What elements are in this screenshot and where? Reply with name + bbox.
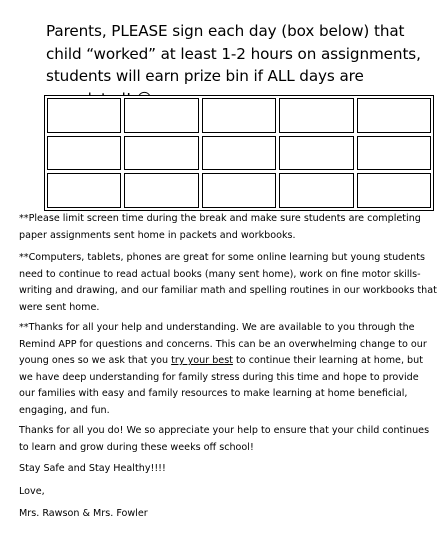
signature-box[interactable] [357,136,431,171]
thanks-note [19,320,437,419]
teacher-signature: Mrs. Rawson & Mrs. Fowler [19,508,148,519]
parent-instruction-heading: Parents, PLEASE sign each day (box below) that child “worked” at least 1-2 hours on assignments, students will earn prize bin if ALL days are [46,22,421,85]
thanks-note-text-end: to continue their learning at home, but we have deep understanding for family stress during this time and hope to provide our families with easy and family resources to make learning at home beneficial, engaging, and fun. [19,355,423,416]
signature-box[interactable] [47,173,121,208]
signature-box[interactable] [279,136,353,171]
signature-box[interactable] [202,98,276,133]
signature-box[interactable] [202,136,276,171]
thanks-note-text: **Thanks for all your help and understanding. We are available to you through the Remind APP for questions and concerns. This can be an overwhelming change to our young ones so we ask that you [19,322,427,366]
signature-box[interactable] [357,98,431,133]
signature-box[interactable] [124,98,198,133]
signature-box[interactable] [279,173,353,208]
signature-box[interactable] [357,173,431,208]
closing-love: Love, [19,486,45,497]
signature-box[interactable] [124,173,198,208]
stay-safe-line: Stay Safe and Stay Healthy!!!! [19,463,166,474]
signature-box[interactable] [124,136,198,171]
signature-box[interactable] [47,98,121,133]
appreciation-note: Thanks for all you do! We so appreciate your help to ensure that your child continues to learn and grow during these weeks off school! [19,425,430,453]
devices-note: **Computers, tablets, phones are great for some online learning but young students need to continue to read actual books (many sent home), work on fine motor skills- writing and drawing, and our familiar math and spelling routines in our workbooks that were sent home. [19,252,437,313]
signature-box[interactable] [202,173,276,208]
screen-time-note: **Please limit screen time during the break and make sure students are completing paper assignments sent home in packets and workbooks. [19,213,421,241]
signature-grid [44,95,434,211]
signature-box[interactable] [47,136,121,171]
try-your-best-emphasis: try your best [171,355,233,366]
signature-box[interactable] [279,98,353,133]
